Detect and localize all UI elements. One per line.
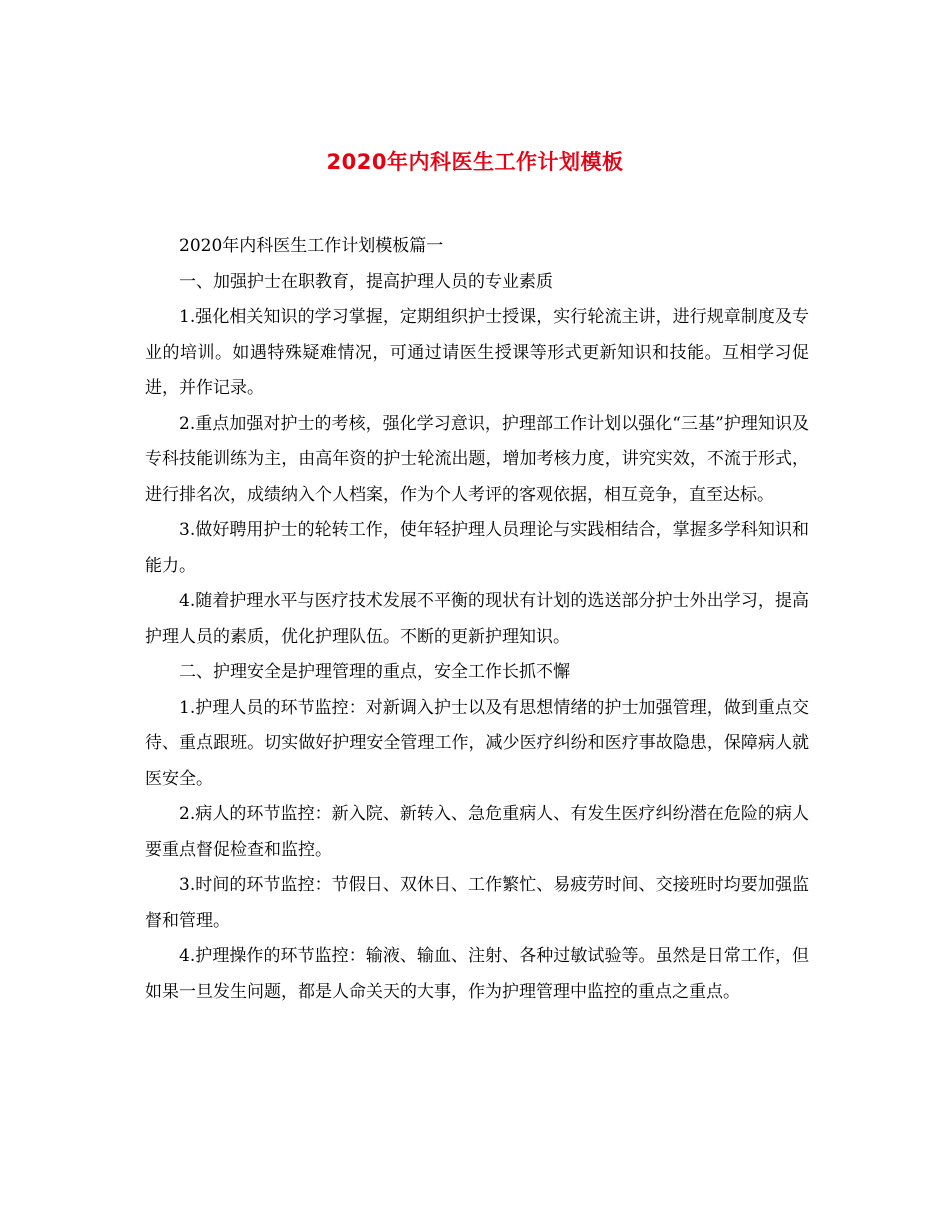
paragraph: 4.护理操作的环节监控：输液、输血、注射、各种过敏试验等。虽然是日常工作，但如果一旦发生问题，都是人命关天的大事，作为护理管理中监控的重点之重点。 [145,946,809,1002]
paragraph: 3.做好聘用护士的轮转工作，使年轻护理人员理论与实践相结合，掌握多学科知识和能力。 [145,520,809,576]
paragraph: 2.病人的环节监控：新入院、新转入、急危重病人、有发生医疗纠纷潜在危险的病人要重点督促检查和监控。 [145,804,809,860]
paragraph: 2.重点加强对护士的考核，强化学习意识，护理部工作计划以强化“三基”护理知识及专科技能训练为主，由高年资的护士轮流出题，增加考核力度，讲究实效，不流于形式，进行排名次，成绩纳入个人档案，作为个人考评的客观依据，相互竞争，直至达标。 [145,413,809,505]
document-body [145,229,809,1010]
section-heading-2: 二、护理安全是护理管理的重点，安全工作长抓不懈 [179,662,570,682]
paragraph: 4.随着护理水平与医疗技术发展不平衡的现状有计划的选送部分护士外出学习，提高护理人员的素质，优化护理队伍。不断的更新护理知识。 [145,591,809,647]
paragraph: 1.强化相关知识的学习掌握，定期组织护士授课，实行轮流主讲，进行规章制度及专业的培训。如遇特殊疑难情况，可通过请医生授课等形式更新知识和技能。互相学习促进，并作记录。 [145,307,809,398]
page-title: 2020年内科医生工作计划模板 [326,150,624,174]
paragraph: 3.时间的环节监控：节假日、双休日、工作繁忙、易疲劳时间、交接班时均要加强监督和管理。 [145,875,809,931]
section-heading-1: 一、加强护士在职教育，提高护理人员的专业素质 [179,271,553,292]
subtitle-paragraph: 2020年内科医生工作计划模板篇一 [179,236,444,256]
paragraph: 1.护理人员的环节监控：对新调入护士以及有思想情绪的护士加强管理，做到重点交待、重点跟班。切实做好护理安全管理工作，减少医疗纠纷和医疗事故隐患，保障病人就医安全。 [145,697,809,789]
